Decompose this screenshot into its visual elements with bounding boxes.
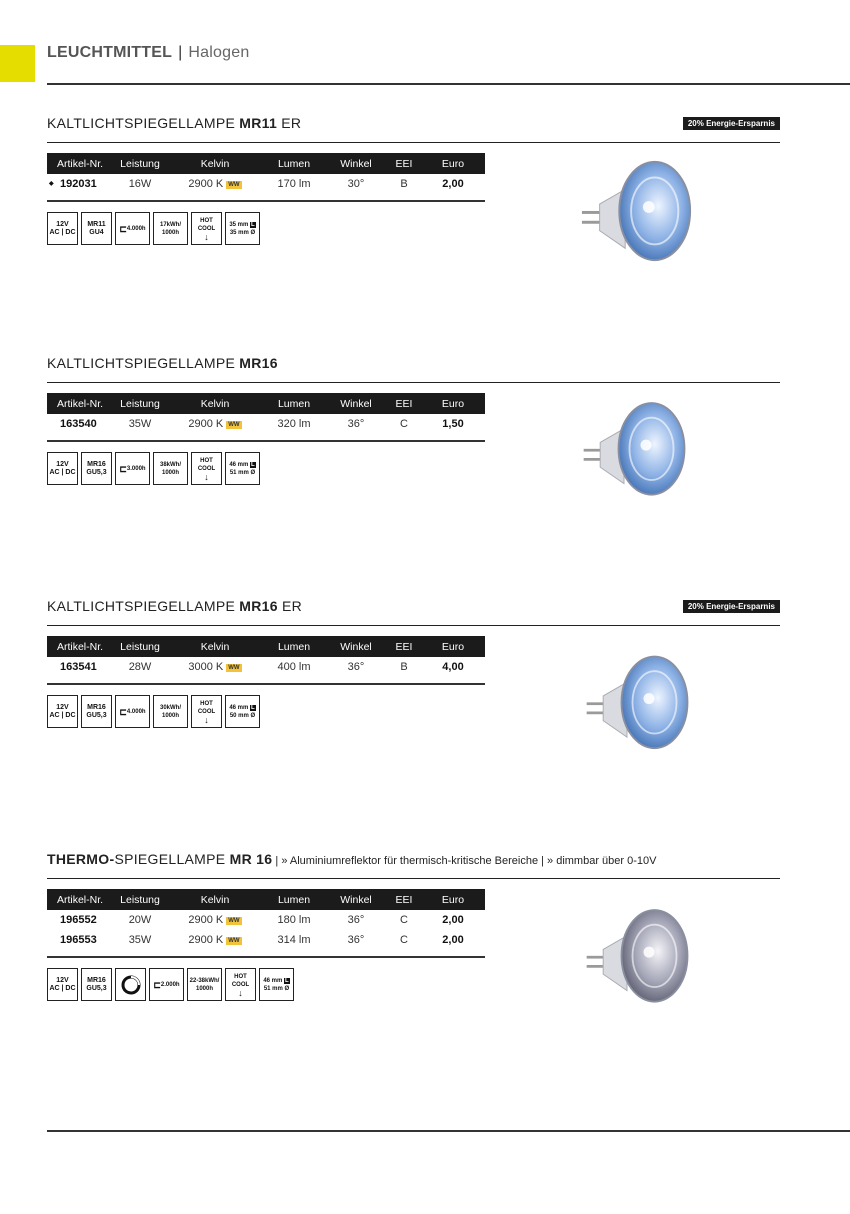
yellow-page-tab	[0, 45, 35, 82]
table-rule	[47, 956, 485, 958]
voltage-icon: 12V AC | DC	[47, 695, 78, 728]
column-header: Winkel	[325, 153, 387, 174]
dimensions-icon: 35 mm L 35 mm Ø	[225, 212, 260, 245]
column-header: Euro	[421, 153, 485, 174]
spec-table	[47, 636, 485, 677]
spec-table	[47, 393, 485, 434]
column-header: Artikel-Nr.	[47, 889, 113, 910]
column-header: Artikel-Nr.	[47, 153, 113, 174]
marker-icon: ◆	[49, 181, 54, 187]
eei: B	[400, 178, 408, 190]
warm-white-badge: WW	[228, 938, 240, 944]
column-header: Euro	[421, 393, 485, 414]
column-header: EEI	[387, 889, 421, 910]
power: 16W	[128, 178, 152, 190]
column-header: Lumen	[263, 393, 325, 414]
price: 2,00	[442, 178, 464, 190]
socket-icon: MR16 GU5,3	[81, 695, 112, 728]
cool-beam-icon: HOT COOL ↓	[191, 452, 222, 485]
eei: C	[400, 914, 408, 926]
angle: 36°	[347, 934, 365, 946]
column-header: Artikel-Nr.	[47, 393, 113, 414]
header-separator: |	[178, 44, 183, 61]
kelvin: 2900 K	[188, 914, 224, 926]
section-rule	[47, 625, 780, 626]
kelvin: 2900 K	[188, 178, 224, 190]
price: 4,00	[442, 661, 464, 673]
angle: 36°	[347, 661, 365, 673]
eei: B	[400, 661, 408, 673]
article-number: 196552	[60, 914, 97, 926]
feature-icons	[47, 452, 260, 485]
lumen: 170 lm	[277, 178, 311, 190]
table-header	[47, 889, 485, 910]
price: 2,00	[442, 914, 464, 926]
section-rule	[47, 878, 780, 879]
kelvin: 2900 K	[188, 934, 224, 946]
warm-white-badge: WW	[228, 918, 240, 924]
spec-table	[47, 153, 485, 194]
feature-icons	[47, 212, 260, 245]
cool-beam-icon: HOT COOL ↓	[191, 695, 222, 728]
warm-white-badge: WW	[228, 182, 240, 188]
angle: 36°	[347, 418, 365, 430]
column-header: Lumen	[263, 153, 325, 174]
section-rule	[47, 382, 780, 383]
section-rule	[47, 142, 780, 143]
page-header	[47, 44, 249, 62]
column-header: Artikel-Nr.	[47, 636, 113, 657]
section-title: KALTLICHTSPIEGELLAMPE MR11 ER	[47, 115, 302, 131]
warm-white-badge: WW	[228, 665, 240, 671]
section-title: THERMO-SPIEGELLAMPE MR 16 | » Aluminiumreflektor für thermisch-kritische Bereiche | » dimmbar über 0-10V	[47, 851, 657, 867]
dimensions-icon: 46 mm L 50 mm Ø	[225, 695, 260, 728]
column-header: Kelvin	[167, 393, 263, 414]
table-header	[47, 153, 485, 174]
energy-consumption-icon: 17kWh/ 1000h	[153, 212, 188, 245]
column-header: Lumen	[263, 889, 325, 910]
power: 35W	[128, 418, 152, 430]
lifetime-icon: ⊏ 4.000h	[115, 695, 150, 728]
lifetime-icon: ⊏ 4.000h	[115, 212, 150, 245]
socket-icon: MR16 GU5,3	[81, 968, 112, 1001]
lumen: 320 lm	[277, 418, 311, 430]
table-row	[47, 930, 485, 950]
column-header: EEI	[387, 393, 421, 414]
lamp-photo	[583, 890, 693, 1018]
socket-icon: MR11 GU4	[81, 212, 112, 245]
angle: 36°	[347, 914, 365, 926]
cool-beam-icon: HOT COOL ↓	[225, 968, 256, 1001]
column-header: EEI	[387, 153, 421, 174]
dimensions-icon: 46 mm L 51 mm Ø	[259, 968, 294, 1001]
feature-icons	[47, 695, 260, 728]
section-title: KALTLICHTSPIEGELLAMPE MR16	[47, 355, 278, 371]
voltage-icon: 12V AC | DC	[47, 968, 78, 1001]
column-header: Kelvin	[167, 889, 263, 910]
article-number: 163541	[60, 661, 97, 673]
column-header: Leistung	[113, 393, 167, 414]
footer-rule	[47, 1130, 850, 1132]
lamp-photo	[576, 392, 694, 502]
header-subcategory: Halogen	[188, 44, 250, 61]
energy-consumption-icon: 22-38kWh/ 1000h	[187, 968, 222, 1001]
energy-saving-badge: 20% Energie-Ersparnis	[683, 600, 780, 613]
header-rule	[47, 83, 850, 85]
socket-icon: MR16 GU5,3	[81, 452, 112, 485]
lifetime-icon: ⊏ 2.000h	[149, 968, 184, 1001]
lamp-photo	[578, 150, 696, 268]
voltage-icon: 12V AC | DC	[47, 212, 78, 245]
table-header	[47, 636, 485, 657]
lumen: 400 lm	[277, 661, 311, 673]
column-header: Leistung	[113, 153, 167, 174]
column-header: Euro	[421, 636, 485, 657]
article-number: 196553	[60, 934, 97, 946]
power: 35W	[128, 934, 152, 946]
lifetime-icon: ⊏ 3.000h	[115, 452, 150, 485]
column-header: Leistung	[113, 889, 167, 910]
column-header: Winkel	[325, 393, 387, 414]
power: 28W	[128, 661, 152, 673]
dimensions-icon: 46 mm L 51 mm Ø	[225, 452, 260, 485]
dimmable-icon	[115, 968, 146, 1001]
table-row	[47, 657, 485, 677]
table-row	[47, 910, 485, 930]
article-number: 192031	[60, 178, 97, 190]
lamp-photo	[583, 638, 693, 763]
column-header: Leistung	[113, 636, 167, 657]
feature-icons	[47, 968, 294, 1001]
table-rule	[47, 683, 485, 685]
column-header: Kelvin	[167, 636, 263, 657]
column-header: Winkel	[325, 889, 387, 910]
table-header	[47, 393, 485, 414]
price: 1,50	[442, 418, 464, 430]
cool-beam-icon: HOT COOL ↓	[191, 212, 222, 245]
column-header: Winkel	[325, 636, 387, 657]
kelvin: 3000 K	[188, 661, 224, 673]
spec-table	[47, 889, 485, 950]
warm-white-badge: WW	[228, 422, 240, 428]
lumen: 314 lm	[277, 934, 311, 946]
energy-saving-badge: 20% Energie-Ersparnis	[683, 117, 780, 130]
angle: 30°	[347, 178, 365, 190]
energy-consumption-icon: 30kWh/ 1000h	[153, 695, 188, 728]
price: 2,00	[442, 934, 464, 946]
kelvin: 2900 K	[188, 418, 224, 430]
column-header: Kelvin	[167, 153, 263, 174]
eei: C	[400, 934, 408, 946]
lumen: 180 lm	[277, 914, 311, 926]
article-number: 163540	[60, 418, 97, 430]
energy-consumption-icon: 38kWh/ 1000h	[153, 452, 188, 485]
table-rule	[47, 440, 485, 442]
voltage-icon: 12V AC | DC	[47, 452, 78, 485]
column-header: Euro	[421, 889, 485, 910]
column-header: Lumen	[263, 636, 325, 657]
table-rule	[47, 200, 485, 202]
eei: C	[400, 418, 408, 430]
section-title: KALTLICHTSPIEGELLAMPE MR16 ER	[47, 598, 303, 614]
table-row	[47, 414, 485, 434]
column-header: EEI	[387, 636, 421, 657]
header-category: LEUCHTMITTEL	[47, 44, 173, 61]
power: 20W	[128, 914, 152, 926]
table-row	[47, 174, 485, 194]
